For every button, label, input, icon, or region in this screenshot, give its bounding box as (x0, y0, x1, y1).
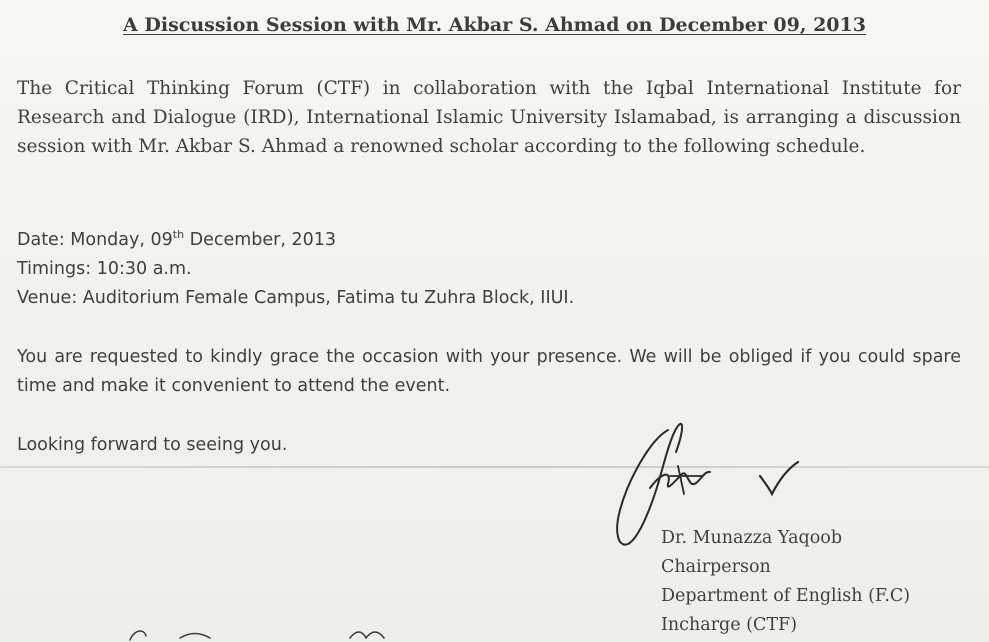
schedule-date-suffix: December, 2013 (184, 230, 337, 250)
document-title-text: A Discussion Session with Mr. Akbar S. Ahmad on December 09, 2013 (123, 14, 866, 36)
schedule-venue: Venue: Auditorium Female Campus, Fatima tu Zuhra Block, IIUI. (17, 288, 575, 308)
signatory-title: Chairperson (661, 557, 771, 577)
schedule-date-sup: th (172, 228, 185, 241)
schedule-timings: Timings: 10:30 a.m. (17, 259, 192, 279)
intro-paragraph: The Critical Thinking Forum (CTF) in collaboration with the Iqbal International Institute for Research and Dialogue (IRD), International Islamic University Islamabad, is arranging a discussion session with Mr. Akbar S. Ahmad a renowned scholar according to the following schedule. (17, 78, 961, 157)
schedule-date (17, 226, 917, 255)
signatory-department: Department of English (F.C) (661, 586, 911, 606)
signatory-role: Incharge (CTF) (661, 615, 798, 635)
document-title (0, 14, 989, 36)
paper-fold-line (0, 466, 989, 468)
signatory-block (661, 524, 910, 640)
closing-line: Looking forward to seeing you. (17, 435, 288, 455)
schedule-date-prefix: Date: Monday, 09 (17, 230, 173, 250)
request-paragraph: You are requested to kindly grace the occasion with your presence. We will be obliged if you could spare time and make it convenient to attend the event. (17, 347, 961, 396)
signatory-name: Dr. Munazza Yaqoob (661, 528, 843, 548)
schedule-details (17, 226, 917, 313)
handwritten-scribble (100, 626, 420, 642)
